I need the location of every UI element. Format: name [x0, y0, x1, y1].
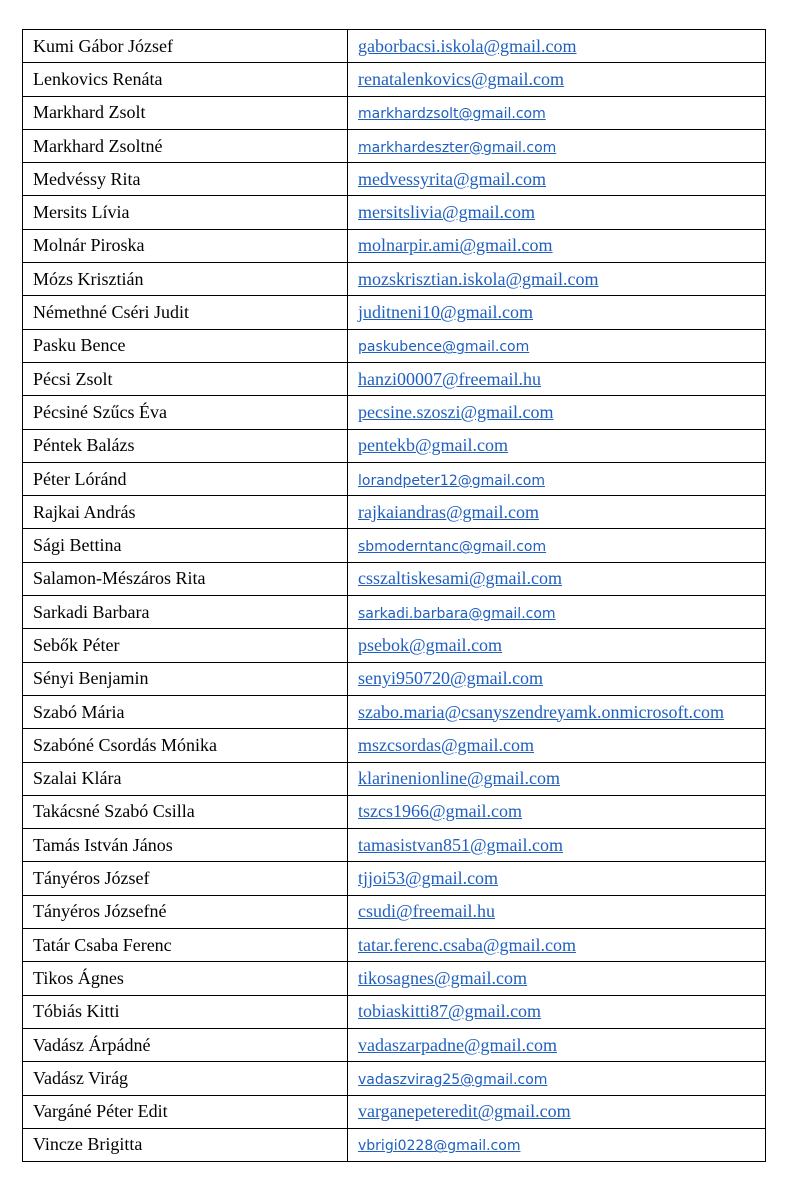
contact-email-cell: [348, 362, 766, 395]
email-link[interactable]: psebok@gmail.com: [358, 634, 503, 655]
contact-email-cell: [348, 929, 766, 962]
table-row: [23, 729, 766, 762]
table-row: [23, 1128, 766, 1161]
email-link[interactable]: mszcsordas@gmail.com: [358, 734, 535, 755]
contact-name: Péter Lóránd: [23, 462, 348, 495]
table-row: [23, 795, 766, 828]
contact-name: Molnár Piroska: [23, 229, 348, 262]
email-link[interactable]: tszcs1966@gmail.com: [358, 801, 523, 822]
email-link[interactable]: tikosagnes@gmail.com: [358, 967, 528, 988]
contact-name: Sarkadi Barbara: [23, 596, 348, 629]
contact-email-cell: [348, 1028, 766, 1061]
contact-email-cell: [348, 129, 766, 162]
contact-email-cell: [348, 829, 766, 862]
contact-email-cell: [348, 1062, 766, 1095]
contact-name: Kumi Gábor József: [23, 30, 348, 63]
contact-name: Markhard Zsoltné: [23, 129, 348, 162]
table-row: [23, 30, 766, 63]
contact-email-cell: [348, 229, 766, 262]
table-row: [23, 895, 766, 928]
email-link[interactable]: hanzi00007@freemail.hu: [358, 368, 542, 389]
email-link[interactable]: renatalenkovics@gmail.com: [358, 68, 565, 89]
contact-name: Takácsné Szabó Csilla: [23, 795, 348, 828]
contact-name: Pécsiné Szűcs Éva: [23, 396, 348, 429]
email-link[interactable]: sbmoderntanc@gmail.com: [358, 539, 547, 556]
table-row: [23, 63, 766, 96]
contact-email-cell: [348, 629, 766, 662]
contact-email-cell: [348, 596, 766, 629]
email-link[interactable]: szabo.maria@csanyszendreyamk.onmicrosoft.com: [358, 701, 724, 722]
contact-name: Rajkai András: [23, 496, 348, 529]
contact-email-cell: [348, 762, 766, 795]
contact-email-cell: [348, 962, 766, 995]
contact-name: Tóbiás Kitti: [23, 995, 348, 1028]
contact-email-cell: [348, 329, 766, 362]
email-link[interactable]: gaborbacsi.iskola@gmail.com: [358, 35, 577, 56]
table-row: [23, 129, 766, 162]
contact-email-cell: [348, 1128, 766, 1161]
contact-name: Tányéros Józsefné: [23, 895, 348, 928]
contact-email-cell: [348, 396, 766, 429]
table-row: [23, 96, 766, 129]
table-row: [23, 1028, 766, 1061]
contact-name: Sági Bettina: [23, 529, 348, 562]
table-row: [23, 1062, 766, 1095]
table-row: [23, 529, 766, 562]
contact-name: Medvéssy Rita: [23, 163, 348, 196]
contact-name: Lenkovics Renáta: [23, 63, 348, 96]
email-link[interactable]: markhardzsolt@gmail.com: [358, 106, 546, 123]
table-row: [23, 229, 766, 262]
table-row: [23, 1095, 766, 1128]
contact-name: Szabóné Csordás Mónika: [23, 729, 348, 762]
email-link[interactable]: tamasistvan851@gmail.com: [358, 834, 564, 855]
email-link[interactable]: csudi@freemail.hu: [358, 901, 496, 922]
table-row: [23, 462, 766, 495]
email-link[interactable]: juditneni10@gmail.com: [358, 302, 534, 323]
contact-name: Vadász Árpádné: [23, 1028, 348, 1061]
email-link[interactable]: vbrigi0228@gmail.com: [358, 1138, 521, 1155]
table-row: [23, 962, 766, 995]
email-link[interactable]: medvessyrita@gmail.com: [358, 168, 547, 189]
contact-name: Péntek Balázs: [23, 429, 348, 462]
contact-email-cell: [348, 429, 766, 462]
table-row: [23, 396, 766, 429]
contact-email-cell: [348, 895, 766, 928]
contact-email-cell: [348, 496, 766, 529]
email-link[interactable]: tjjoi53@gmail.com: [358, 868, 499, 889]
table-row: [23, 329, 766, 362]
contact-name: Sényi Benjamin: [23, 662, 348, 695]
contact-email-cell: [348, 695, 766, 728]
table-row: [23, 196, 766, 229]
table-row: [23, 862, 766, 895]
table-row: [23, 496, 766, 529]
email-link[interactable]: molnarpir.ami@gmail.com: [358, 235, 553, 256]
contact-table: [22, 29, 766, 1162]
table-row: [23, 296, 766, 329]
contact-name: Sebők Péter: [23, 629, 348, 662]
table-row: [23, 429, 766, 462]
table-row: [23, 829, 766, 862]
email-link[interactable]: pecsine.szoszi@gmail.com: [358, 401, 554, 422]
contact-email-cell: [348, 795, 766, 828]
email-link[interactable]: pentekb@gmail.com: [358, 435, 509, 456]
contact-name: Tamás István János: [23, 829, 348, 862]
table-row: [23, 562, 766, 595]
table-row: [23, 263, 766, 296]
table-row: [23, 629, 766, 662]
contact-name: Vargáné Péter Edit: [23, 1095, 348, 1128]
email-link[interactable]: senyi950720@gmail.com: [358, 668, 544, 689]
table-row: [23, 995, 766, 1028]
contact-email-cell: [348, 96, 766, 129]
contact-name: Mózs Krisztián: [23, 263, 348, 296]
table-row: [23, 929, 766, 962]
email-link[interactable]: csszaltiskesami@gmail.com: [358, 568, 563, 589]
email-link[interactable]: mersitslivia@gmail.com: [358, 202, 536, 223]
email-link[interactable]: tobiaskitti87@gmail.com: [358, 1001, 542, 1022]
email-link[interactable]: klarinenionline@gmail.com: [358, 768, 561, 789]
contact-name: Némethné Cséri Judit: [23, 296, 348, 329]
contact-email-cell: [348, 995, 766, 1028]
contact-email-cell: [348, 263, 766, 296]
table-row: [23, 596, 766, 629]
contact-table-body: [23, 30, 766, 1162]
contact-name: Salamon-Mészáros Rita: [23, 562, 348, 595]
email-link[interactable]: lorandpeter12@gmail.com: [358, 472, 545, 489]
contact-name: Szabó Mária: [23, 695, 348, 728]
contact-email-cell: [348, 1095, 766, 1128]
email-link[interactable]: paskubence@gmail.com: [358, 339, 530, 356]
contact-email-cell: [348, 862, 766, 895]
email-link[interactable]: tatar.ferenc.csaba@gmail.com: [358, 934, 576, 955]
contact-email-cell: [348, 729, 766, 762]
email-link[interactable]: varganepeteredit@gmail.com: [358, 1101, 571, 1122]
contact-email-cell: [348, 529, 766, 562]
contact-name: Pécsi Zsolt: [23, 362, 348, 395]
contact-name: Tatár Csaba Ferenc: [23, 929, 348, 962]
email-link[interactable]: sarkadi.barbara@gmail.com: [358, 605, 556, 622]
contact-email-cell: [348, 196, 766, 229]
contact-email-cell: [348, 662, 766, 695]
contact-name: Vadász Virág: [23, 1062, 348, 1095]
contact-email-cell: [348, 562, 766, 595]
contact-name: Tányéros József: [23, 862, 348, 895]
contact-name: Tikos Ágnes: [23, 962, 348, 995]
contact-name: Vincze Brigitta: [23, 1128, 348, 1161]
email-link[interactable]: mozskrisztian.iskola@gmail.com: [358, 268, 599, 289]
email-link[interactable]: markhardeszter@gmail.com: [358, 139, 557, 156]
contact-email-cell: [348, 63, 766, 96]
contact-email-cell: [348, 30, 766, 63]
table-row: [23, 762, 766, 795]
email-link[interactable]: vadaszarpadne@gmail.com: [358, 1034, 557, 1055]
email-link[interactable]: vadaszvirag25@gmail.com: [358, 1071, 548, 1088]
email-link[interactable]: rajkaiandras@gmail.com: [358, 501, 540, 522]
table-row: [23, 362, 766, 395]
table-row: [23, 695, 766, 728]
table-row: [23, 662, 766, 695]
contact-name: Pasku Bence: [23, 329, 348, 362]
contact-email-cell: [348, 296, 766, 329]
contact-name: Mersits Lívia: [23, 196, 348, 229]
contact-email-cell: [348, 163, 766, 196]
table-row: [23, 163, 766, 196]
contact-name: Markhard Zsolt: [23, 96, 348, 129]
contact-email-cell: [348, 462, 766, 495]
contact-name: Szalai Klára: [23, 762, 348, 795]
